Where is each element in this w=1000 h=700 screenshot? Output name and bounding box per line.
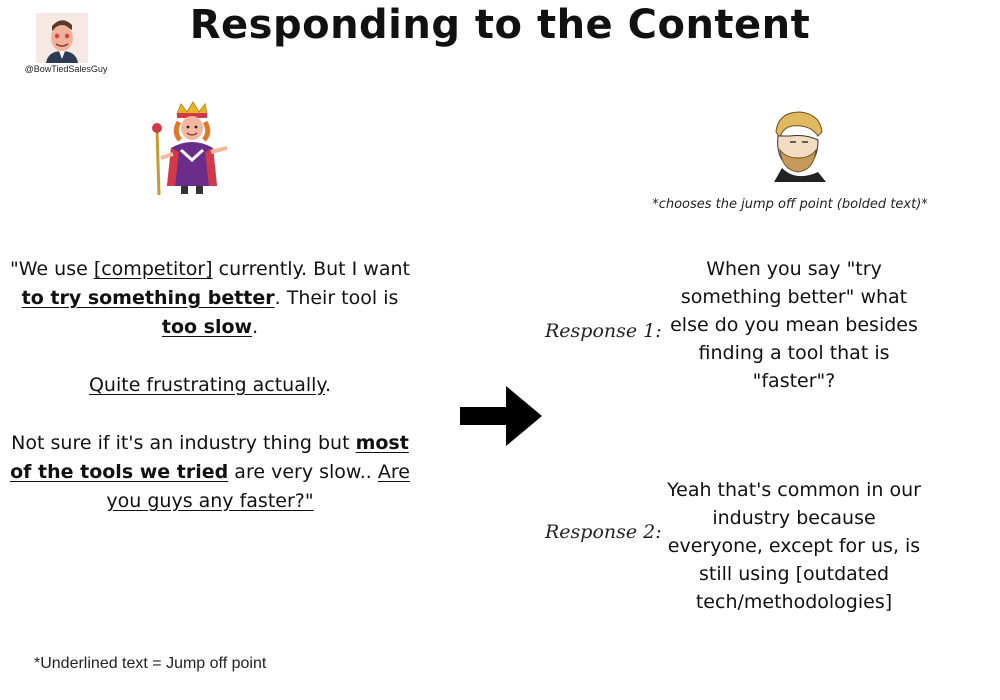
jump-off-point: Are you guys any faster?" — [106, 461, 410, 512]
response-1-text: When you say "try something better" what else do you mean besides finding a tool that is "faster"? — [670, 258, 918, 392]
jump-off-point-bold: too slow — [161, 316, 253, 338]
quote-paragraph-1 — [8, 255, 412, 342]
chad-caption: *chooses the jump off point (bolded text)* — [652, 197, 928, 212]
quote-text: . — [324, 374, 332, 396]
quote-paragraph-3 — [8, 429, 412, 516]
quote-text: "We use — [10, 258, 94, 280]
prospect-quote — [8, 255, 412, 516]
quote-text: currently. But I want — [212, 258, 410, 280]
quote-text: . Their tool is — [274, 287, 399, 309]
right-arrow-icon — [460, 386, 542, 446]
quote-paragraph-2 — [8, 371, 412, 400]
response-2-label: Response 2: — [545, 521, 662, 543]
author-handle: @BowTiedSalesGuy — [24, 64, 108, 74]
quote-text: . — [252, 316, 259, 338]
footnote: *Underlined text = Jump off point — [34, 655, 267, 672]
jump-off-point-bold: most of the tools we tried — [10, 432, 409, 483]
cartoon-man-avatar-icon — [36, 13, 88, 63]
avatar — [36, 13, 88, 63]
quote-text: Not sure if it's an industry thing but — [11, 432, 356, 454]
page-title: Responding to the Content — [189, 2, 811, 48]
bearded-chad-icon — [760, 106, 832, 182]
jump-off-point: [competitor] — [93, 258, 213, 280]
response-2-text: Yeah that's common in our industry because everyone, except for us, is still using [outdated tech/methodologies] — [667, 479, 921, 613]
response-1-label: Response 1: — [545, 320, 662, 342]
jump-off-point-bold: to try something better — [21, 287, 275, 309]
king-mascot-icon — [147, 100, 233, 198]
jump-off-point: Quite frustrating actually — [88, 374, 325, 396]
quote-text: are very slow.. — [228, 461, 378, 483]
